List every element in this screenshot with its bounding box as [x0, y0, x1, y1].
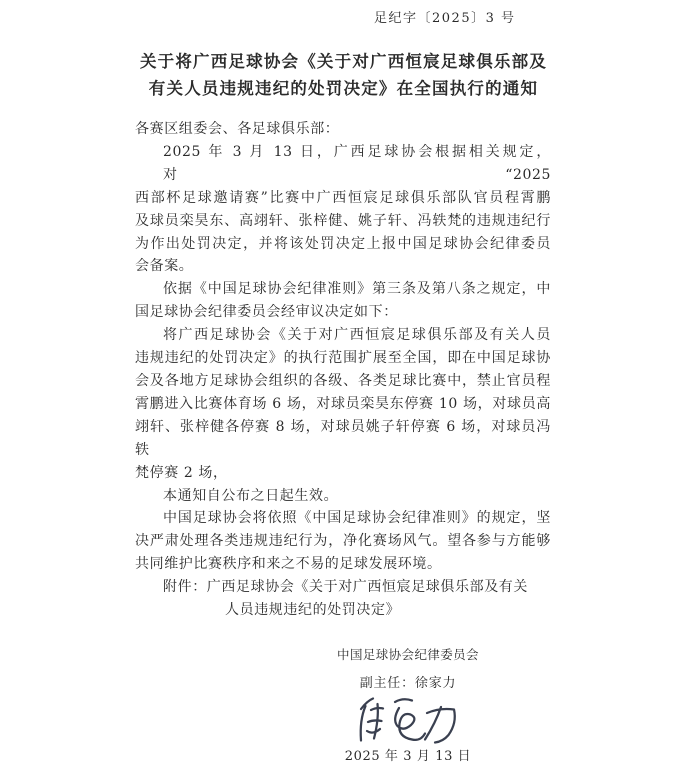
body-line: 西部杯足球邀请赛”比赛中广西恒宸足球俱乐部队官员程霄鹏 [135, 189, 551, 206]
paragraph-5 [135, 507, 551, 576]
body-line: 将广西足球协会《关于对广西恒宸足球俱乐部及有关人员 [163, 327, 551, 344]
body-line: 霄鹏进入比赛体育场 6 场，对球员栾昊东停赛 10 场，对球员高 [135, 395, 551, 412]
doc-title [0, 48, 687, 102]
signer-organization: 中国足球协会纪律委员会 [337, 647, 479, 662]
attachment-line: 附件：广西足球协会《关于对广西恒宸足球俱乐部及有关 [163, 579, 528, 596]
body-line: 本通知自公布之日起生效。 [163, 487, 339, 504]
body-line: 共同维护比赛秩序和来之不易的足球发展环境。 [135, 556, 442, 573]
body-line: 依据《中国足球协会纪律准则》第三条及第八条之规定，中 [163, 281, 551, 298]
body-line: 梵停赛 2 场， [135, 464, 228, 481]
paragraph-4 [135, 485, 551, 508]
attachment-line: 人员违规违纪的处罚决定》 [225, 602, 401, 619]
body-line: 违规违纪的处罚决定》的执行范围扩展至全国，即在中国足球协 [135, 350, 551, 367]
signature-date: 2025 年 3 月 13 日 [344, 749, 472, 764]
doc-number: 足纪字〔2025〕3 号 [374, 11, 516, 26]
body-line: 翊轩、张梓健各停赛 8 场，对球员姚子轩停赛 6 场，对球员冯轶 [135, 418, 551, 458]
attachment-note [135, 576, 551, 622]
doc-title-line-2: 有关人员违规违纪的处罚决定》在全国执行的通知 [148, 79, 539, 98]
body-line: 及球员栾昊东、高翊轩、张梓健、姚子轩、冯轶梵的违规违纪行 [135, 212, 551, 229]
body-line: 国足球协会纪律委员会经审议决定如下： [135, 304, 398, 321]
handwritten-signature [349, 692, 467, 744]
body-line: 中国足球协会将依照《中国足球协会纪律准则》的规定，坚 [163, 510, 551, 527]
doc-title-line-1: 关于将广西足球协会《关于对广西恒宸足球俱乐部及 [139, 52, 548, 71]
salutation: 各赛区组委会、各足球俱乐部： [135, 121, 340, 137]
doc-body [135, 118, 551, 622]
body-line: 决严肃处理各类违规违纪行为，净化赛场风气。望各参与方能够 [135, 533, 551, 550]
body-line: 会及各地方足球协会组织的各级、各类足球比赛中，禁止官员程 [135, 372, 551, 389]
body-line: 为作出处罚决定，并将该处罚决定上报中国足球协会纪律委员 [135, 235, 551, 252]
signer-title: 副主任：徐家力 [359, 676, 457, 691]
paragraph-1 [135, 141, 551, 278]
body-line: 2025 年 3 月 13 日，广西足球协会根据相关规定，对“2025 [163, 143, 551, 183]
paragraph-3 [135, 324, 551, 484]
handwritten-signature-strokes [349, 692, 467, 744]
body-line: 会备案。 [135, 258, 194, 275]
signature-block [293, 645, 523, 764]
paragraph-2 [135, 278, 551, 324]
